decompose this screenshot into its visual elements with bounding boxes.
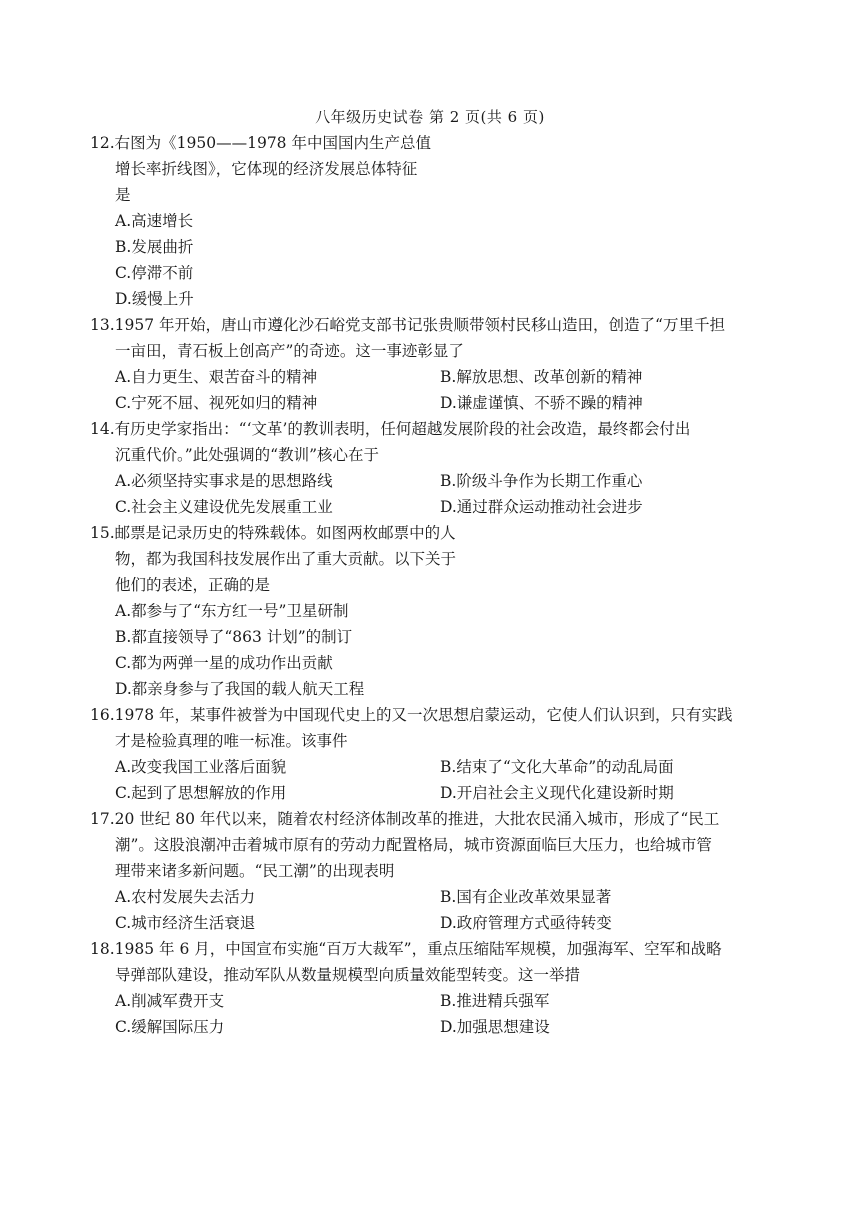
question-17-stem-line-2: 潮”。这股浪潮冲击着城市原有的劳动力配置格局，城市资源面临巨大压力，也给城市管: [115, 836, 712, 854]
question-12-option-c: C.停滞不前: [115, 264, 194, 282]
question-15-stem-line-3: 他们的表述，正确的是: [115, 576, 271, 594]
question-14-stem-line-1: 14.有历史学家指出：“‘文革’的教训表明，任何超越发展阶段的社会改造，最终都会付出: [90, 420, 691, 438]
question-15: [90, 520, 790, 702]
question-18: [90, 936, 790, 1040]
question-14-stem-line-2: 沉重代价。”此处强调的“教训”核心在于: [115, 446, 380, 464]
question-16: [90, 702, 790, 806]
question-17-option-c: C.城市经济生活衰退: [115, 914, 256, 932]
question-12-stem-line-3: 是: [115, 186, 131, 204]
question-13-stem-line-2: 一亩田，青石板上创高产”的奇迹。这一事迹彰显了: [115, 342, 464, 360]
question-16-options-row-1: [90, 754, 790, 780]
question-14: [90, 416, 790, 520]
question-17-option-d: D.政府管理方式亟待转变: [440, 914, 612, 932]
question-13-options-row-1: [90, 364, 790, 390]
question-12-option-a: A.高速增长: [115, 212, 194, 230]
question-18-stem-line-2: 导弹部队建设，推动军队从数量规模型向质量效能型转变。这一举措: [115, 966, 581, 984]
question-17-options-row-2: [90, 910, 790, 936]
question-14-options-row-2: [90, 494, 790, 520]
question-12-option-b: B.发展曲折: [115, 238, 194, 256]
question-15-option-b: B.都直接领导了“863 计划”的制订: [115, 628, 353, 646]
question-18-option-d: D.加强思想建设: [440, 1018, 550, 1036]
question-13-option-c: C.宁死不屈、视死如归的精神: [115, 394, 318, 412]
question-15-option-d: D.都亲身参与了我国的载人航天工程: [115, 680, 365, 698]
question-16-options-row-2: [90, 780, 790, 806]
question-18-options-row-2: [90, 1014, 790, 1040]
question-17: [90, 806, 790, 936]
question-18-options-row-1: [90, 988, 790, 1014]
question-18-option-a: A.削减军费开支: [115, 992, 225, 1010]
question-14-option-d: D.通过群众运动推动社会进步: [440, 498, 643, 516]
question-17-options-row-1: [90, 884, 790, 910]
question-12-option-d: D.缓慢上升: [115, 290, 194, 308]
question-15-stem-line-1: 15.邮票是记录历史的特殊载体。如图两枚邮票中的人: [90, 524, 456, 542]
question-17-stem-line-3: 理带来诸多新问题。“民工潮”的出现表明: [115, 862, 395, 880]
question-15-option-c: C.都为两弹一星的成功作出贡献: [115, 654, 333, 672]
question-18-option-b: B.推进精兵强军: [440, 992, 550, 1010]
question-18-stem-line-1: 18.1985 年 6 月，中国宣布实施“百万大裁军”，重点压缩陆军规模，加强海军、空军和战略: [90, 940, 722, 958]
question-16-option-a: A.改变我国工业落后面貌: [115, 758, 287, 776]
question-14-options-row-1: [90, 468, 790, 494]
question-13-option-d: D.谦虚谨慎、不骄不躁的精神: [440, 394, 643, 412]
question-13-options-row-2: [90, 390, 790, 416]
question-16-stem-line-2: 才是检验真理的唯一标准。该事件: [115, 732, 348, 750]
question-17-option-b: B.国有企业改革效果显著: [440, 888, 612, 906]
question-14-option-c: C.社会主义建设优先发展重工业: [115, 498, 333, 516]
question-17-option-a: A.农村发展失去活力: [115, 888, 256, 906]
question-16-stem-line-1: 16.1978 年，某事件被誉为中国现代史上的又一次思想启蒙运动，它使人们认识到，只有实践: [90, 706, 733, 724]
page-header: 八年级历史试卷 第 2 页(共 6 页): [315, 108, 545, 126]
question-14-option-b: B.阶级斗争作为长期工作重心: [440, 472, 643, 490]
question-15-option-a: A.都参与了“东方红一号”卫星研制: [115, 602, 349, 620]
question-13: [90, 312, 790, 416]
question-12-stem-line-1: 12.右图为《1950——1978 年中国国内生产总值: [90, 134, 431, 152]
question-17-stem-line-1: 17.20 世纪 80 年代以来，随着农村经济体制改革的推进，大批农民涌入城市，形成了“民工: [90, 810, 720, 828]
question-13-option-a: A.自力更生、艰苦奋斗的精神: [115, 368, 318, 386]
question-16-option-c: C.起到了思想解放的作用: [115, 784, 287, 802]
question-12-stem-line-2: 增长率折线图》，它体现的经济发展总体特征: [115, 160, 418, 178]
question-18-option-c: C.缓解国际压力: [115, 1018, 225, 1036]
question-13-stem-line-1: 13.1957 年开始，唐山市遵化沙石峪党支部书记张贵顺带领村民移山造田，创造了“万里千担: [90, 316, 725, 334]
question-13-option-b: B.解放思想、改革创新的精神: [440, 368, 643, 386]
question-12: [90, 130, 790, 312]
question-15-stem-line-2: 物，都为我国科技发展作出了重大贡献。以下关于: [115, 550, 457, 568]
question-16-option-d: D.开启社会主义现代化建设新时期: [440, 784, 674, 802]
question-list: [90, 130, 790, 1040]
question-14-option-a: A.必须坚持实事求是的思想路线: [115, 472, 333, 490]
question-16-option-b: B.结束了“文化大革命”的动乱局面: [440, 758, 674, 776]
